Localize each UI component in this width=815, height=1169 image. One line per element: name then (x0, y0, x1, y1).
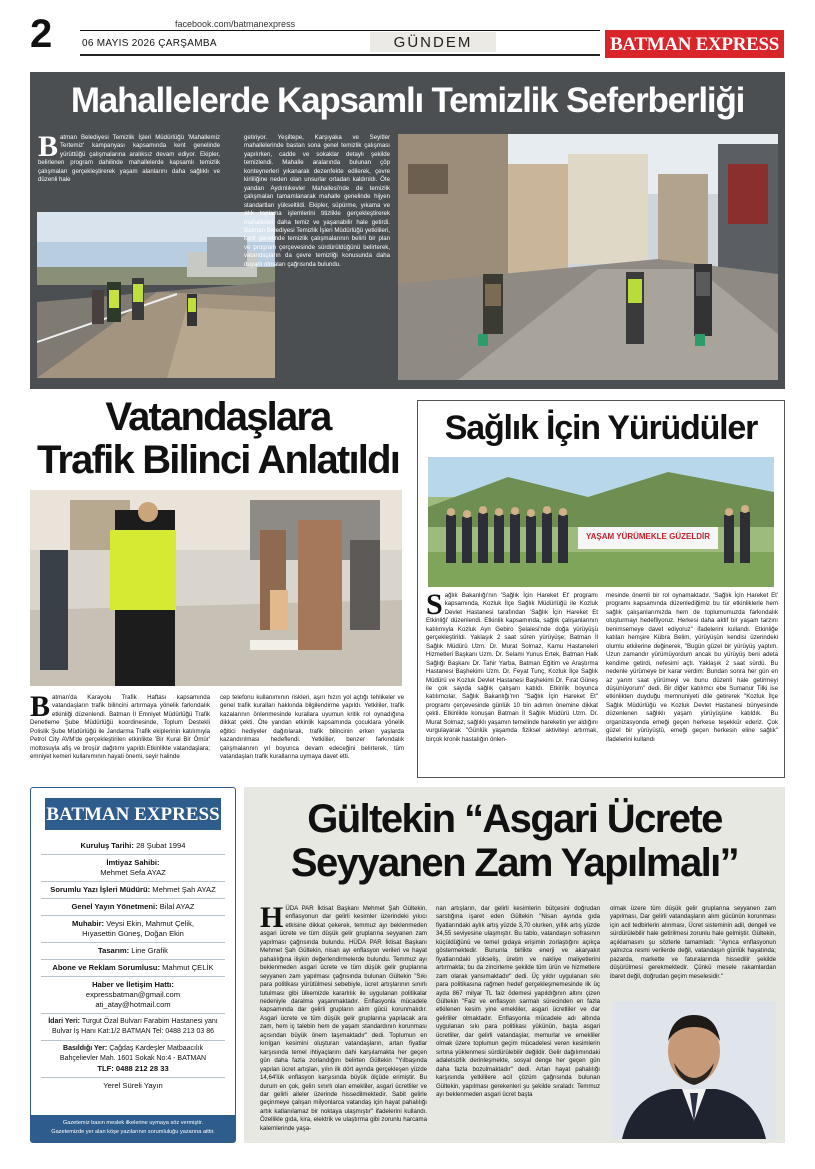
printer: Basıldığı Yer: Çağdaş Kardeşler Matbaacılık (63, 1045, 203, 1052)
article-minimum-wage-col2-text: nan artışların, dar gelirli kesimlerin bütçesini doğrudan sarstığına işaret eden Gültekin "Nisan ayında gıda fiyatlarındaki aylık artış yüzde 3,70 olurken, yıllık artış yüzde 34,55 seviyesine ulaşmıştır. Bu tablo, vatandaşın sofrasının küçüldüğünü ve temel gıdaya erişimin zorlaştığını açıkça göstermektedir. Bununla birlikte enerji ve akaryakıt fiyatlarındaki yükseliş, üretim ve nakliye maliyetlerini artırmakta; bu da zincirleme şekilde tüm ürün ve hizmetlere zam olarak yansımaktadır" dedi. Üç yıldır uygulanan sıkı para politikasına rağmen hedef gerçekleşmemesinde ilk üç ayda 867 milyar TL faiz ödemesi yapıldığının altını çizen Gültekin "Faiz ve enflasyon sarmalı sürecinden en fazla etkilenen kesim yine emekliler, asgari ücretliler ve dar gelirliler olmaktadır. Enflasyonla mücadele adı altında uygulanan sıkı para politikası yükünün, başta asgari ücretliler, dar gelirli vatandaşlar, memurlar ve emekliler olmak üzere toplumun geçim mücadelesi veren kesimlerin sırtına yüklenmesi sürdürülebilir değildir. Gelir dağılımındaki adaletsizlik derinleşmekte, sosyal denge her geçen gün daha fazla bozulmaktadır" dedi. Artan hayat pahalılığı karşısında yetkililere acil çözüm çağrısında bulunan Gültekin, yapılması gerekenleri şu şekilde sıraladı: Temmuz ayı beklenmeden asgari ücret başta (436, 905, 600, 1098)
article-health-walk-col1-text: ağlık Bakanlığı'nın 'Sağlık İçin Hareket Et' programı kapsamında, Kozluk İlçe Sağlık Müdürlüğü ile Kozluk Devlet Hastanesi tarafından 'Sağlık İçin Hareket Et Etkinliği' düzenlendi. Etkinlik kapsamında, sağlık çalışanlarının katılımıyla Kozluk Ayn Gebiro Şelalesi'nde doğa yürüyüşü gerçekleştirildi. Yaklaşık 2 saat süren yürüyüşe; Batman İl Sağlık Müdürü Uzm. Dr. Murat Solmaz, Kamu Hastaneleri Hizmetleri Başkanı Uzm. Dr. Selami Yunus Ertek, Batman Halk Sağlığı Başkanı Dr. Tahir Yarba, Batman Eğitim ve Araştırma Hastanesi Başhekimi Uzm. Dr. Feyat Tunç, Kozluk İlçe Sağlık Müdürü ve Kozluk Devlet Hastanesi Başhekimi Dr. Fırat Güneş ile çok sayıda sağlık çalışanı katıldı. Etkinlik boyunca katılımcılar, Sağlık Bakanlığı'nın "Sağlık İçin Hareket Et" programı çerçevesinde günlük 10 bin adımın önemine dikkat çekti. Etkinlikte konuşan Batman İl Sağlık Müdürü Uzm. Dr. Murat Solmaz, sağlıklı yaşamın temelinde hareketin yer aldığını vurgulayarak "Günlük yaşamda fiziksel aktiviteyi artırmak, birçok kronik hastalığın önlen- (426, 592, 598, 743)
imprint-footer-2: Gazetemizde yer alan köşe yazılarının sorumluluğu yazarına aittir. (51, 1129, 215, 1135)
imprint-logo-text: BATMAN EXPRESS (46, 804, 220, 825)
cleaning-road-photo (37, 212, 275, 378)
article-traffic-col2-text: cep telefonu kullanımının riskleri, aşırı hızın yol açtığı tehlikeler ve genel trafik kuralları hakkında bilgilendirme yapıldı. Yetkililer, trafik kazalarının önlenmesinde kurallara uyumun kritik rol oynadığına dikkat çekti. Öte yandan etkinlik kapsamında çocuklara yönelik eğitici hediyeler dağıtılarak, trafik bilincinin erken yaşlarda kazandırılması hedeflendi. Yetkililer, benzer farkındalık çalışmalarının yıl boyunca devam edeceğini belirterek, tüm vatandaşları trafik kurallarına uymaya davet etti. (220, 694, 404, 761)
email-2: ati_atay@hotmail.com (95, 1000, 171, 1009)
article-health-walk-col2-text: mesinde önemli bir rol oynamaktadır. 'Sağlık İçin Hareket Et' programı kapsamında düzenlediğimiz bu tür etkinliklerle hem sağlık çalışanlarımızda hem de toplumumuzda farkındalık oluşturmayı hedefliyoruz. Herkesi daha aktif bir yaşam tarzını benimsemeye davet ediyoruz" ifadelerini kullandı. Etkinliğe katılan hemşire Kübra Belim, yürüyüşün kendisi üzerindeki olumlu etkilerine değinerek, "Bugün güzel bir yürüyüş yaptım. Uzun zamandır yürümüyordum ancak bu yürüyüş beni adeta kendime getirdi, nefesimi açtı. Yaklaşık 2 saat sürdü. Bu nedenle yürümeye bir karar verdim: Bundan sonra her gün en az yarım saat yürümeyi ve bunu düzenli hale getirmeyi düşünüyorum" dedi. Bir diğer katılımcı ebe Sumanur Tilki ise etkinlikten duyduğu memnuniyeti dile getirerek "Kozluk İlçe Sağlık Müdürlüğü ve Kozluk Devlet Hastanesi bünyesinde düzenlenen sağlıklı yaşam yürüyüşüne katıldık. Bu organizasyonda emeği geçen herkese teşekkür ederiz. Çok güzel bir yürüyüştü, emeği geçen herkesin eline sağlık" ifadelerini kullandı (606, 592, 778, 743)
printer-2: Bahçelievler Mah. 1601 Sokak No:4 - BATMAN (59, 1055, 207, 1062)
address-2: Bulvar İş Hanı Kat:1/2 BATMAN Tel: 0488 213 03 86 (52, 1028, 214, 1035)
speaker-portrait-photo (612, 1001, 776, 1139)
owner: İmtiyaz Sahibi: (106, 858, 160, 867)
issue-date: 06 MAYIS 2026 ÇARŞAMBA (82, 38, 217, 49)
page-number: 2 (30, 12, 53, 56)
printer-tel: TLF: 0488 212 28 33 (97, 1064, 169, 1073)
imprint-box (30, 787, 236, 1143)
article-health-walk-col2 (606, 592, 778, 744)
header-rule (80, 30, 600, 31)
founded: Kuruluş Tarihi: 28 Şubat 1994 (80, 841, 186, 850)
article-traffic-title-1: Vatandaşlara (105, 395, 331, 439)
article-minimum-wage (244, 787, 785, 1143)
dropcap: S (426, 588, 443, 621)
imprint-footer (31, 1115, 235, 1142)
article-traffic-col1 (30, 690, 210, 762)
article-cleaning-col1-text: atman Belediyesi Temizlik İşleri Müdürlüğü 'Mahallemiz Tertemiz' kampanyası kapsamında kent genelinde yürüttüğü çalışmalarına aralıksız devam ediyor. Ekipler, belirlenen program dahilinde mahallelerde kapsamlı temizlik çalışmaları gerçekleştirerek yaşam alanlarını daha sağlıklı ve düzenli hale (38, 134, 220, 184)
editor: Sorumlu Yazı İşleri Müdürü: Mehmet Şah AYAZ (50, 885, 216, 894)
article-traffic-title-2: Trafik Bilinci Anlatıldı (36, 438, 400, 482)
article-cleaning-col1 (38, 130, 220, 185)
dropcap: B (38, 130, 59, 163)
article-minimum-wage-col1 (260, 901, 427, 1133)
reporters-2: Hıyasettin Güneş, Doğan Ekin (82, 929, 184, 938)
article-minimum-wage-col2 (436, 905, 600, 1099)
health-walk-group-photo (428, 457, 774, 587)
email-1: expressbatman@gmail.com (85, 990, 181, 999)
imprint-logo (45, 798, 221, 830)
article-minimum-wage-title-2: Seyyanen Zam Yapılmalı” (290, 841, 739, 885)
article-health-walk (417, 400, 785, 778)
website: facebook.com/batmanexpress (175, 19, 296, 29)
article-health-walk-title: Sağlık İçin Yürüdüler (444, 409, 758, 447)
section-label: GÜNDEM (370, 32, 496, 52)
dropcap: H (260, 901, 284, 934)
brand-logo-text: BATMAN EXPRESS (609, 34, 780, 55)
article-cleaning-col2 (244, 134, 390, 269)
article-traffic-col2 (220, 694, 404, 762)
article-traffic (30, 394, 406, 780)
article-minimum-wage-title-1: Gültekin “Asgari Ücrete (307, 797, 722, 841)
brand-logo (605, 30, 784, 58)
address: İdari Yeri: Turgut Özal Bulvarı Farabim Hastanesi yanı (48, 1018, 218, 1025)
owner-name: Mehmet Sefa AYAZ (100, 868, 166, 877)
article-minimum-wage-col3 (610, 905, 776, 981)
traffic-police-photo (30, 490, 402, 686)
director: Genel Yayın Yönetmeni: Bilal AYAZ (71, 902, 195, 911)
health-walk-banner-text: YAŞAM YÜRÜMEKLE GÜZELDİR (585, 532, 710, 541)
article-cleaning-col2-text: getiriyor. Yeşiltepe, Karşıyaka ve Seyitler mahallelerinde bastan sona genel temizlik çalışması yapılırken, cadde ve sokaklar detaylı şekilde temizlendi. Mahalle aralarında bulunan çöp konteynerleri yıkanarak dezenfekte edilerek, çevre kirliliğine neden olan unsurlar ortadan kaldırıldı. Öte yandan Aydınlıkevler Mahallesi'nde de temizlik çalışmaları tamamlanarak mahalle genelinde hijyen standartları yükseltildi. Ekipler, süpürme, yıkama ve atık toplama işlemlerini titizlikle gerçekleştirerek mahalleleri daha temiz ve yaşanabilir hale getirdi. Batman Belediyesi Temizlik İşleri Müdürlüğü yetkilileri, kent genelinde temizlik çalışmalarının belirli bir plan ve program çerçevesinde sürdürüldüğünü belirterek, vatandaşların da çevre temizliği konusunda daha duyarlı olmaları çağrısında bulundu. (244, 134, 390, 268)
header-bottom-rule (80, 54, 600, 56)
cleaning-street-photo (398, 134, 778, 380)
periodicity: Yerel Süreli Yayın (103, 1081, 163, 1090)
article-minimum-wage-col1-text: ÜDA PAR İktisat Başkanı Mehmet Şah Gültekin, enflasyonun dar gelirli kesimler üzerindeki yıkıcı etkisine dikkat çekerek, temmuz ayı beklenmeden asgari ücrete ve tüm düşük gelir gruplarına seyyanen zam yapılması çağrısında bulundu. HÜDA PAR İktisat Başkanı Mehmet Şah Gültekin, nisan ayı enflasyon verileri ve hayat pahalılığına ilişkin değerlendirmelerde bulundu. Temmuz ayı beklenmeden asgari ücrete ve tüm düşük gelir gruplarına seyyanen zam yapılması çağrısında bulunan Gültekin "Sıkı para politikası yürütülmesi sebebiyle, ücret artışlarının sınırlı tutulması gibi ülkemizde kararlılık ile uygulanan politikalar nedeniyle daralma yaşanmaktadır. Enflasyonla mücadele kapsamında dar gelirli grupların alım gücü korunmalıdır. Asgari ücrete ve tüm düşük gelir gruplarına yapılacak ara zam, hem iç talebin hem de yaşam standardının korunması açısından büyük önem taşımaktadır" dedi. Toplumun en kırılgan kesimini oluşturan vatandaşların, artan fiyatlar karşısında temel ihtiyaçlarını dahi karşılamakta her geçen gün daha fazla zorlandığını belirten Gültekin "Yılbaşında yapılan ücret artışları, yılın ilk dört ayında gerçekleşen yüzde 14,64'lük enflasyon karşısında büyük ölçüde erimiştir. Bu durum en çok, gelirı sınırlı olan emekliler, asgari ücretliler ve dar gelirli aileler üzerinde hissedilmektedir. Sabit gelirle geçinmeye çalışan milyonlarca vatandaş için hayat pahalılığı artık katlanılamaz bir noktaya ulaşmıştır" ifadelerini kullandı. Özellikle gıda, kira, elektrik ve ulaştırma gibi zorunlu harcama kalemlerinde yaşa- (260, 905, 427, 1132)
article-minimum-wage-col3-text: olmak üzere tüm düşük gelir gruplarına seyyanen zam yapılması, Dar gelirli vatandaşların alım gücünün korunması için acil tedbirlerin alınması, Ücret sisteminin adil, dengeli ve sürdürülebilir hale getirilmesi zorunlu hale gelmiştir. Gültekin, açıklamasını şu sözlerle tamamladı: "Ayrıca enflasyonun yalnızca resmi verilerde değil, vatandaşın günlük hayatında; pazarda, markette ve faturalarında hissedilir şekilde düşürülmesi gerekmektedir. Çünkü mesele rakamlardan ibaret değil, doğrudan geçim meselesidir." (610, 905, 776, 980)
subscription: Abone ve Reklam Sorumlusu: Mahmut ÇELİK (52, 963, 214, 972)
article-cleaning-title: Mahallelerde Kapsamlı Temizlik Seferberliği (70, 81, 745, 120)
dropcap: B (30, 690, 51, 723)
article-cleaning (30, 72, 785, 389)
reporters: Muhabir: Veysi Ekin, Mahmut Çelik, (72, 919, 194, 928)
design: Tasarım: Line Grafik (98, 946, 168, 955)
contact-label: Haber ve İletişim Hattı: (92, 980, 174, 989)
imprint-footer-1: Gazetemiz basın meslek ilkelerine uymaya söz vermiştir. (62, 1120, 204, 1126)
article-traffic-col1-text: atman'da Karayolu Trafik Haftası kapsamında vatandaşların trafik bilincini artırmaya yönelik farkındalık etkinliği düzenlendi. Batman İl Emniyet Müdürlüğü Trafik Denetleme Şube Müdürlüğü koordinesinde, Toplum Destekli Polislik Şube Müdürlüğü ile Jandarma Trafik ekiplerinin katılımıyla Petrol City AVM'de gerçekleştirilen etkinlikte 'Bir Kural Bir Ömür' mottosuyla afiş ve broşür dağıtımı yapıldı.Etkinlikte vatandaşlara; emniyet kemeri kullanımının hayati önemi, seyir halinde (30, 694, 210, 761)
article-health-walk-col1 (426, 588, 598, 744)
